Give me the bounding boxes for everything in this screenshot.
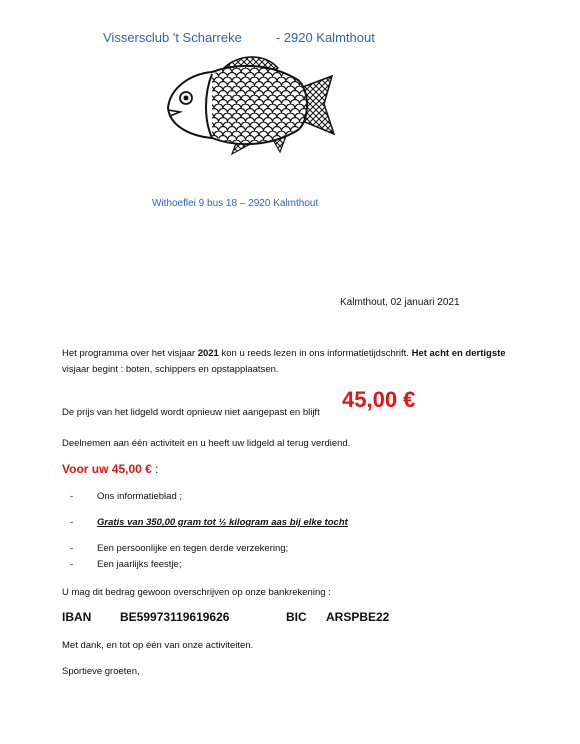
- intro-bold: Het acht en dertigste: [411, 348, 506, 359]
- bic-label: BIC: [286, 610, 307, 624]
- list-item: [70, 517, 348, 528]
- fish-icon: [160, 50, 337, 158]
- intro-year: 2021: [197, 348, 219, 359]
- price-amount: 45,00 €: [342, 387, 416, 412]
- list-item-text: Een persoonlijke en tegen derde verzekering;: [97, 543, 289, 554]
- thanks-line: Met dank, en tot op één van onze activiteiten.: [62, 640, 254, 651]
- club-name: Vissersclub 't Scharreke: [103, 30, 242, 45]
- bic-value: ARSPBE22: [326, 610, 390, 624]
- benefits-heading-colon: :: [151, 462, 159, 476]
- iban-value: BE59973119619626: [120, 610, 230, 624]
- benefits-heading: [62, 462, 158, 476]
- club-header: [103, 30, 375, 45]
- list-item: [70, 491, 182, 502]
- bank-intro: U mag dit bedrag gewoon overschrijven op onze bankrekening :: [62, 587, 331, 598]
- price-text: De prijs van het lidgeld wordt opnieuw niet aangepast en blijft: [62, 407, 320, 418]
- participation-paragraph: Deelnemen aan één activiteit en u heeft uw lidgeld al terug verdiend.: [62, 438, 351, 449]
- intro-text-1: Het programma over het visjaar: [62, 348, 198, 359]
- greeting: Sportieve groeten,: [62, 666, 140, 677]
- list-dash: -: [70, 543, 74, 554]
- list-dash: -: [70, 559, 74, 570]
- list-item-text: Een jaarlijks feestje;: [97, 559, 182, 570]
- list-item-text: Ons informatieblad ;: [97, 491, 183, 502]
- intro-text-2: kon u reeds lezen in ons informatietijdschrift.: [218, 348, 412, 359]
- list-item: [70, 543, 288, 554]
- intro-paragraph: [62, 346, 522, 378]
- price-line: [62, 387, 522, 421]
- list-dash: -: [70, 517, 74, 528]
- intro-text-3: visjaar begint : boten, schippers en opstapplaatsen.: [62, 364, 279, 375]
- iban-label: IBAN: [62, 610, 92, 624]
- list-item: [70, 559, 181, 570]
- list-dash: -: [70, 491, 74, 502]
- letter-date: Kalmthout, 02 januari 2021: [340, 297, 460, 308]
- benefits-heading-amount: Voor uw 45,00 €: [62, 462, 152, 476]
- club-address: Withoeflei 9 bus 18 – 2920 Kalmthout: [152, 198, 319, 209]
- club-town: - 2920 Kalmthout: [275, 30, 375, 45]
- list-item-text: Gratis van 350,00 gram tot ½ kilogram aas bij elke tocht: [97, 517, 348, 528]
